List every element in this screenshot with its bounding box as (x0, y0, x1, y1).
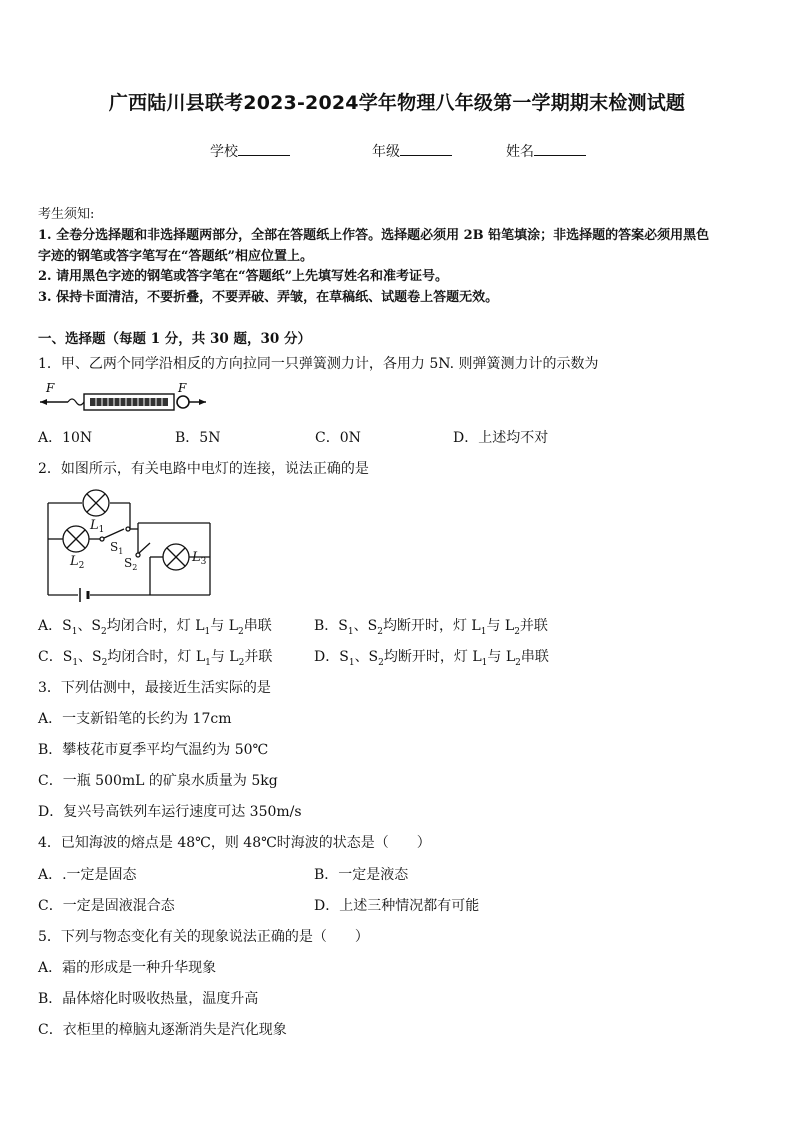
school-label: 学校 (210, 144, 238, 160)
q1-option-b[interactable]: B．5N (175, 430, 221, 446)
q4-option-a[interactable]: A．.一定是固态 (38, 867, 137, 883)
notice-item-1-cont: 字迹的钢笔或答字笔写在“答题纸”相应位置上。 (38, 249, 313, 264)
name-field[interactable] (506, 141, 586, 161)
label-L2: $L_2$ (70, 554, 85, 571)
notice-item-2: 2. 请用黑色字迹的钢笔或答字笔在“答题纸”上先填写姓名和准考证号。 (38, 269, 449, 284)
force-label-right: F (178, 381, 187, 395)
notice-item-1: 1. 全卷分选择题和非选择题两部分，全部在答题纸上作答。选择题必须用 2B 铅笔填涂；非选择题的答案必须用黑色 (38, 228, 710, 243)
force-label-left: F (46, 381, 55, 395)
q2-option-a[interactable]: A．$S_1$、$S_2$均闭合时，灯 $L_1$与 $L_2$串联 (38, 618, 272, 637)
circuit-diagram (38, 483, 228, 605)
q4-option-c[interactable]: C．一定是固液混合态 (38, 898, 175, 914)
q3-option-b[interactable]: B．攀枝花市夏季平均气温约为 50℃ (38, 742, 269, 758)
q1-option-a[interactable]: A．10N (38, 430, 93, 446)
q1-option-d[interactable]: D．上述均不对 (453, 430, 549, 446)
school-field[interactable] (210, 141, 290, 161)
q2-option-b[interactable]: B．$S_1$、$S_2$均断开时，灯 $L_1$与 $L_2$并联 (314, 618, 548, 637)
notice-item-3: 3. 保持卡面清洁，不要折叠，不要弄破、弄皱，在草稿纸、试题卷上答题无效。 (38, 290, 499, 305)
label-S2: $S_2$ (124, 556, 138, 572)
label-L1: $L_1$ (90, 518, 105, 535)
q2-stem: 2．如图所示，有关电路中电灯的连接，说法正确的是 (38, 461, 369, 477)
section-heading: 一、选择题（每题 1 分，共 30 题，30 分） (38, 331, 311, 347)
q3-option-a[interactable]: A．一支新铅笔的长约为 17cm (38, 711, 232, 727)
q3-stem: 3．下列估测中，最接近生活实际的是 (38, 680, 271, 696)
q4-option-b[interactable]: B．一定是液态 (314, 867, 409, 883)
grade-field[interactable] (372, 141, 452, 161)
spring-scale-figure (38, 380, 208, 414)
page-title: 广西陆川县联考2023-2024学年物理八年级第一学期期末检测试题 (108, 92, 686, 114)
label-L3: $L_3$ (192, 550, 207, 567)
q1-stem: 1．甲、乙两个同学沿相反的方向拉同一只弹簧测力计，各用力 5N. 则弹簧测力计的示数为 (38, 356, 599, 372)
q5-option-c[interactable]: C．衣柜里的樟脑丸逐渐消失是汽化现象 (38, 1022, 287, 1038)
q5-option-a[interactable]: A．霜的形成是一种升华现象 (38, 960, 217, 976)
q5-option-b[interactable]: B．晶体熔化时吸收热量，温度升高 (38, 991, 259, 1007)
q4-stem: 4．已知海波的熔点是 48℃，则 48℃时海波的状态是（ ） (38, 835, 431, 851)
q2-option-c[interactable]: C．$S_1$、$S_2$均闭合时，灯 $L_1$与 $L_2$并联 (38, 649, 273, 668)
q1-option-c[interactable]: C．0N (315, 430, 361, 446)
q5-stem: 5．下列与物态变化有关的现象说法正确的是（ ） (38, 929, 369, 945)
q3-option-d[interactable]: D．复兴号高铁列车运行速度可达 350m/s (38, 804, 302, 820)
name-label: 姓名 (506, 144, 534, 160)
q4-option-d[interactable]: D．上述三种情况都有可能 (314, 898, 480, 914)
grade-label: 年级 (372, 144, 400, 160)
notice-heading: 考生须知: (38, 207, 95, 222)
q2-option-d[interactable]: D．$S_1$、$S_2$均断开时，灯 $L_1$与 $L_2$串联 (314, 649, 549, 668)
label-S1: $S_1$ (110, 540, 124, 556)
q3-option-c[interactable]: C．一瓶 500mL 的矿泉水质量为 5kg (38, 773, 278, 789)
